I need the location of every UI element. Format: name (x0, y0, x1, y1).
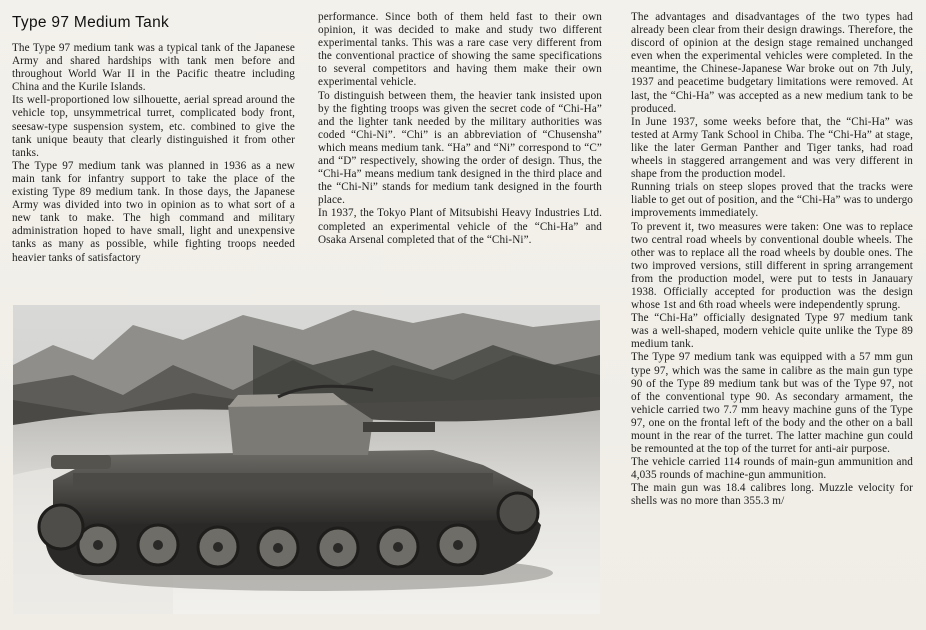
paragraph: The Type 97 medium tank was a typical tank of the Japanese Army and shared hardships with tank men before and throughout World War II in the Pacific theatre including China and the Kurile Islands. (12, 42, 295, 94)
paragraph: performance. Since both of them held fast to their own opinion, it was decided to make and study two different experimental tanks. This was a rare case very different from the conventional practice of showing the same specifications to several competitors and having them make their own experimental vehicle. (318, 11, 602, 89)
paragraph: The Type 97 medium tank was equipped with a 57 mm gun type 97, which was the same in calibre as the main gun type 90 of the Type 89 medium tank but was of the Type 97, not of the conventional type 90. As secondary armament, the vehicle carried two 7.7 mm heavy machine guns of the Type 97, one on the frontal left of the body and the other on a ball mount in the rear of the turret. The latter machine gun could be remounted at the top of the turret for anti-air purpose. (631, 351, 913, 456)
tank-photograph (13, 305, 600, 614)
paragraph: The vehicle carried 114 rounds of main-gun ammunition and 4,035 rounds of machine-gun ammunition. (631, 456, 913, 482)
text-column-1 (12, 42, 295, 265)
paragraph: The advantages and disadvantages of the two types had already been clear from their design drawings. Therefore, the discord of opinion at the design stage remained unchanged even when the experimental vehicles were completed. In the meantime, the Chinese-Japanese War broke out on 7th July, 1937 and peacetime budgetary limitations were removed. At last, the “Chi-Ha” was accepted as a new medium tank to be produced. (631, 11, 913, 115)
paragraph: Running trials on steep slopes proved that the tracks were liable to get out of position, and the “Chi-Ha” was to undergo improvements immediately. (631, 181, 913, 220)
paragraph: To distinguish between them, the heavier tank insisted upon by the fighting troops was given the secret code of “Chi-Ha” and the lighter tank needed by the military authorities was coded “Chi-Ni”. “Chi” is an abbreviation of “Chusensha” which means medium tank. “Ha” and “Ni” correspond to “C” and “D” respectively, showing the order of design. Thus, the “Chi-Ha” means medium tank designed in the third place and the “Chi-Ni” stands for medium tank designed in the fourth place. (318, 89, 602, 207)
paragraph: Its well-proportioned low silhouette, aerial spread around the vehicle top, unsymmetrical turret, complicated body front, seesaw-type suspension system, etc. combined to give the tank unique beauty that clearly distinguished it from other tanks. (12, 94, 295, 159)
paragraph: In 1937, the Tokyo Plant of Mitsubishi Heavy Industries Ltd. completed an experimental vehicle of the “Chi-Ha” and Osaka Arsenal completed that of the “Chi-Ni”. (318, 207, 602, 246)
paragraph: In June 1937, some weeks before that, the “Chi-Ha” was tested at Army Tank School in Chiba. The “Chi-Ha” at stage, like the later German Panther and Tiger tanks, had road wheels in staggered arrangement and was very different in shape from the production model. (631, 115, 913, 181)
text-column-3 (631, 11, 913, 509)
article-title: Type 97 Medium Tank (12, 14, 170, 31)
text-column-2 (318, 11, 602, 247)
paragraph: The main gun was 18.4 calibres long. Muzzle velocity for shells was no more than 355.3 m/ (631, 482, 913, 508)
paragraph: The “Chi-Ha” officially designated Type 97 medium tank was a well-shaped, modern vehicle quite unlike the Type 89 medium tank. (631, 312, 913, 351)
paragraph: The Type 97 medium tank was planned in 1936 as a new main tank for infantry support to take the place of the existing Type 89 medium tank. In those days, the Japanese Army was divided into two in opinion as to what sort of a new tank to make. The high command and military administration hoped to have small, light and unexpensive tanks as many as possible, while fighting troops needed heavier tanks of satisfactory (12, 159, 295, 264)
paragraph: To prevent it, two measures were taken: One was to replace two central road wheels by conventional double wheels. The other was to replace all the road wheels by double ones. The two improved versions, still different in spring arrangement from the production model, were put to tests in Janauary 1938. Officially accepted for production was the design whose 1st and 6th road wheels were independently sprung. (631, 220, 913, 312)
